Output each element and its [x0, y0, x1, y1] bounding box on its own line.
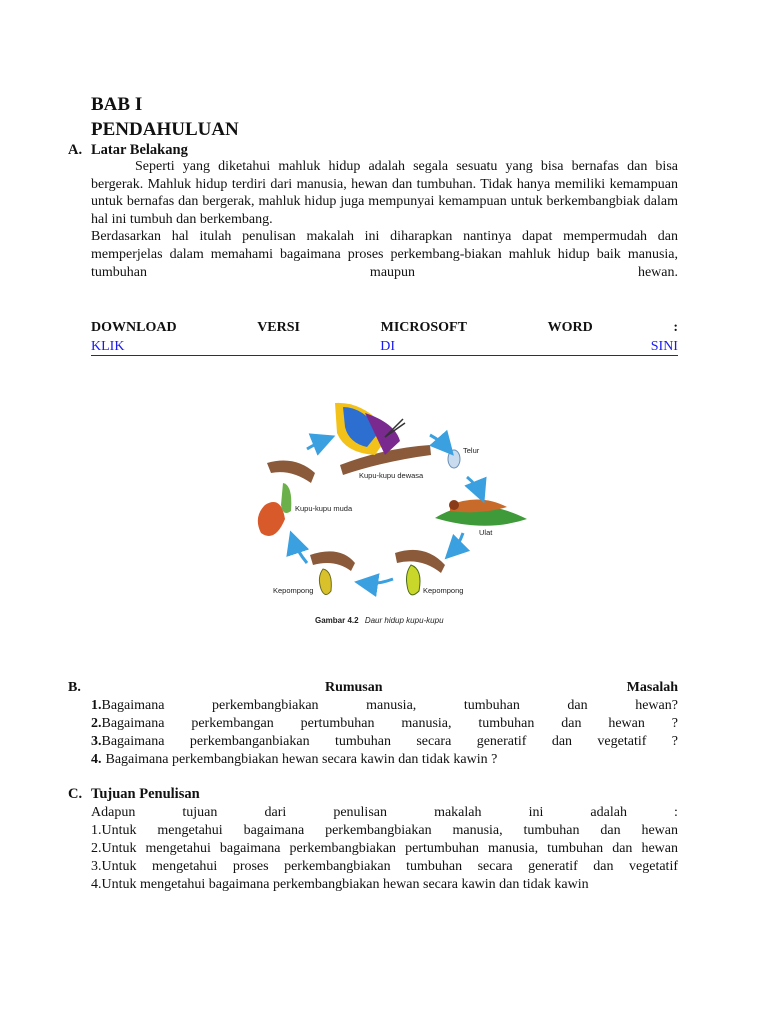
- section-c-letter: C.: [68, 786, 83, 802]
- section-a-paragraph-2: Berdasarkan hal itulah penulisan makalah ini diharapkan nantinya dapat mempermudah dan memperjelas dalam memahami bagaimana proses perkembang-biakan mahluk hidup baik manusia, tumbuhan maupun hewan.: [91, 229, 678, 280]
- link-word[interactable]: KLIK: [91, 339, 125, 354]
- item-word: dan: [567, 698, 588, 713]
- intro-word: :: [674, 805, 678, 820]
- download-word: MICROSOFT: [380, 320, 467, 335]
- label-caterpillar: Ulat: [479, 528, 493, 537]
- item-number: 1.: [91, 698, 102, 713]
- label-young-text: Kupu-kupu muda: [295, 504, 353, 513]
- item-word: pertumbuhan: [300, 716, 375, 731]
- label-pupa-left: Kepompong: [273, 586, 314, 595]
- item-word: Bagaimana: [101, 734, 165, 749]
- chapter-number: BAB I: [91, 94, 143, 115]
- item-word: manusia,: [366, 698, 417, 713]
- caption-text: Daur hidup kupu-kupu: [364, 616, 444, 625]
- egg-illustration: [448, 450, 460, 468]
- item-word: hewan?: [635, 698, 678, 713]
- label-adult: [359, 471, 424, 480]
- list-item: [91, 751, 678, 769]
- section-c-intro: [91, 804, 678, 822]
- section-b-list: [91, 697, 678, 769]
- list-item: [91, 715, 678, 733]
- adult-butterfly-illustration: [335, 403, 431, 475]
- download-word: WORD: [547, 320, 593, 335]
- label-pupa-right: Kepompong: [423, 586, 464, 595]
- download-line: [91, 320, 678, 336]
- link-word[interactable]: SINI: [650, 339, 678, 354]
- item-word: tumbuhan: [463, 698, 520, 713]
- item-word: ?: [671, 716, 678, 731]
- chapter-title: PENDAHULUAN: [91, 119, 239, 140]
- section-c-heading: [68, 786, 200, 803]
- item-text: Bagaimana perkembangbiakan hewan secara kawin dan tidak kawin ?: [105, 752, 498, 767]
- item-word: generatif: [476, 734, 527, 749]
- item-word: secara: [416, 734, 452, 749]
- item-word: ?: [671, 734, 678, 749]
- section-b-title-word: Rumusan: [324, 680, 383, 695]
- download-word: :: [673, 320, 678, 335]
- item-word: dan: [561, 716, 582, 731]
- download-word: VERSI: [257, 320, 300, 335]
- figure-caption: [315, 616, 444, 625]
- item-word: Bagaimana: [101, 716, 165, 731]
- intro-word: dari: [264, 805, 287, 820]
- label-young: [295, 504, 353, 513]
- intro-word: adalah: [590, 805, 627, 820]
- list-item: [91, 697, 678, 715]
- chapter-heading: [91, 92, 239, 142]
- download-word: DOWNLOAD: [91, 320, 177, 335]
- intro-word: tujuan: [182, 805, 218, 820]
- label-adult-text: Kupu-kupu dewasa: [359, 471, 424, 480]
- young-butterfly-illustration: [258, 461, 315, 536]
- list-item: [91, 733, 678, 751]
- section-c-title: Tujuan Penulisan: [91, 786, 200, 802]
- item-word: Bagaimana: [101, 698, 165, 713]
- item-number: 3.: [91, 734, 102, 749]
- intro-word: penulisan: [333, 805, 387, 820]
- item-word: dan: [551, 734, 573, 749]
- item-word: perkembanganbiakan: [189, 734, 310, 749]
- item-word: manusia,: [401, 716, 452, 731]
- section-a-title: Latar Belakang: [91, 142, 188, 158]
- section-b-title-word: Masalah: [626, 680, 678, 695]
- list-item: 4.Untuk mengetahui bagaimana perkembangbiakan hewan secara kawin dan tidak kawin: [91, 877, 589, 892]
- section-a-body: [91, 158, 678, 281]
- section-b-heading: [68, 680, 678, 696]
- section-b-letter: B.: [68, 680, 81, 695]
- caption-prefix: Gambar 4.2: [315, 616, 359, 625]
- section-a-heading: [68, 142, 188, 159]
- section-a-letter: A.: [68, 142, 83, 158]
- pupa-left-illustration: [310, 551, 355, 594]
- section-a-paragraph-1: Seperti yang diketahui mahluk hidup adalah segala sesuatu yang bisa bernafas dan bisa bergerak. Mahluk hidup terdiri dari manusia, hewan dan tumbuhan. Tidak hanya memiliki kemampuan untuk bernafas dan bergerak, mahluk hidup juga mempunyai kemampuan untuk berkembangbiak dalam hal ini tumbuh dan berkembang.: [91, 159, 678, 227]
- item-word: tumbuhan: [334, 734, 391, 749]
- item-word: hewan: [608, 716, 645, 731]
- intro-word: Adapun: [91, 805, 136, 820]
- item-word: vegetatif: [597, 734, 647, 749]
- life-cycle-figure: [245, 393, 535, 633]
- caterpillar-illustration: [435, 499, 527, 525]
- intro-word: makalah: [434, 805, 482, 820]
- intro-word: ini: [528, 805, 544, 820]
- link-word[interactable]: DI: [380, 339, 395, 354]
- label-egg: Telur: [463, 446, 480, 455]
- item-word: perkembangan: [191, 716, 274, 731]
- download-link[interactable]: [91, 338, 678, 356]
- item-word: perkembangbiakan: [212, 698, 319, 713]
- section-c-list: [91, 804, 678, 894]
- list-item: 1.Untuk mengetahui bagaimana perkembangbiakan manusia, tumbuhan dan hewan: [91, 823, 678, 838]
- item-number: 2.: [91, 716, 102, 731]
- item-number: 4.: [91, 752, 102, 767]
- list-item: 3.Untuk mengetahui proses perkembangbiakan tumbuhan secara generatif dan vegetatif: [91, 859, 678, 874]
- list-item: 2.Untuk mengetahui bagaimana perkembangbiakan pertumbuhan manusia, tumbuhan dan hewan: [91, 841, 678, 856]
- item-word: tumbuhan: [478, 716, 535, 731]
